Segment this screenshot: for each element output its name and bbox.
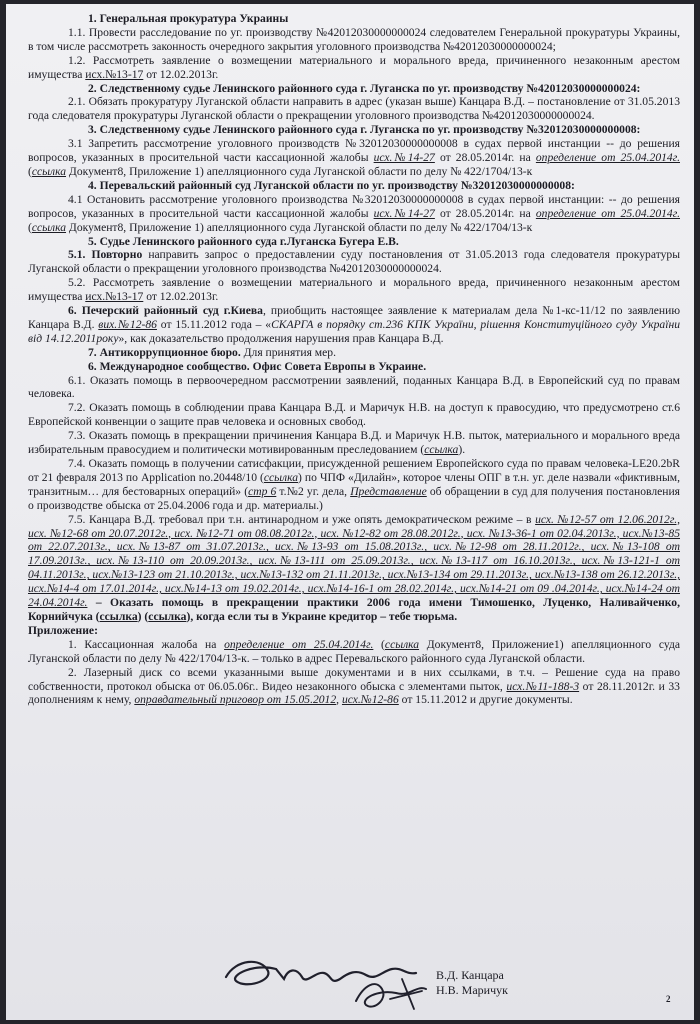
reference-link[interactable]: определение от 25.04.2014г. [224, 637, 374, 651]
reference-link[interactable]: вих.№12-86 [98, 317, 157, 331]
attachment-1: 1. Кассационная жалоба на определение от 25.04.2014г. (ссылка Документ8, Приложение1) апелляционного суда Луганской области по делу № 422/1704/13-к. – только в адрес Перевальского районного суда Луганской области. [28, 637, 680, 665]
international-section-title: 6. Международное сообщество. Офис Совета Европы в Украине. [88, 359, 427, 373]
document-body [28, 12, 680, 707]
paragraph-2-1: 2.1. Обязать прокуратуру Луганской области направить в адрес (указан выше) Канцара В.Д. – постановление от 31.05.2013 года следователя прокуратуры Луганской области о прекращении уголовного производства №42012030000000024. [28, 95, 680, 123]
reference-list[interactable]: исх. №12-57 от 12.06.2012г., исх. №12-68 от 20.07.2012г., исх. №12-71 от 08.08.2012г., исх. №12-82 от 28.08.2012г., исх. №13-36-1 от 02.04.2013г., исх.№13-85 от 22.07.2013г., исх.№13-87 от 31.07.2013г., исх.№13-93 от 15.08.2013г., исх.№12-98 от 28.11.2012г., исх.№13-108 от 17.09.2013г., исх.№13-110 от 20.09.2013г., исх.№13-111 от 25.09.2013г., исх.№13-117 от 16.10.2013г., исх.№13-121-1 от 04.11.2013г., исх.№13-123 от 21.10.2013г., исх.№13-132 от 21.11.2013г., исх.№13-134 от 29.11.2013г., исх.№13-138 от 26.12.2013г., исх.№14-4 от 17.01.2014г., исх.№14-13 от 19.02.2014г., исх.№14-16-1 от 28.02.2014г., исх.№14-21 от 09 .04.2014г., исх.№14-24 от 24.04.2014г. [28, 512, 680, 610]
reference-link[interactable]: ссылка [31, 220, 67, 234]
reference-link[interactable]: ссылка [384, 637, 420, 651]
signatory-name: В.Д. Канцара [436, 968, 504, 982]
section-2-title: 2. Следственному судье Ленинского районного суда г. Луганска по уг. производству №42012030000000024: [88, 81, 641, 95]
paragraph-5-1: 5.1. Повторно направить запрос о предоставлении суду постановления от 31.05.2013 года следователя прокуратуры Луганской области о прекращении уголовного производства №42012030000000024. [28, 248, 680, 276]
signatory-name: Н.В. Маричук [436, 983, 508, 997]
reference-link[interactable]: исх.№13-17 [85, 290, 144, 304]
paragraph-1-2: 1.2. Рассмотреть заявление о возмещении материального и морального вреда, причиненного незаконным арестом имущества исх.№13-17 от 12.02.2013г. [28, 53, 680, 81]
reference-link[interactable]: ссылка [424, 443, 459, 457]
reference-link[interactable]: стр 6 [248, 484, 277, 498]
attachment-2: 2. Лазерный диск со всеми указанными выше документами и в них ссылками, в т.ч. – Решение суда на право собственности, протокол обыска от 06.05.06г.. Видео незаконного обыска с элементами пыток, исх.№11-188-3 от 28.11.2012г. и 33 дополнениям к нему, оправдательный приговор от 15.05.2012, исх.№12-86 от 15.11.2012 и другие документы. [28, 665, 680, 707]
section-7-paragraph: 7. Антикоррупционное бюро. Для принятия мер. [88, 345, 336, 359]
reference-link[interactable]: определение от 25.04.2014г. [535, 151, 680, 165]
reference-link[interactable]: исх.№13-17 [85, 67, 144, 81]
page-number: 2 [666, 994, 671, 1004]
paragraph-1-1: 1.1. Провести расследование по уг. производству №42012030000000024 следователем Генеральной прокуратуры Украины, в том числе рассмотреть законность очередного закрытия уголовного производства №42012030000000024; [28, 25, 680, 53]
paragraph-4-1: 4.1 Остановить рассмотрение уголовного производства №32012030000000008 в судах первой инстанции: -- до решения вопросов, указанных в просительной части кассационной жалобы исх.№14-27 от 28.05.2014г. на определение от 25.04.2014г. (ссылка Документ8, Приложение 1) апелляционного суда Луганской области по делу № 422/1704/13-к [28, 192, 680, 234]
paragraph-7-3: 7.3. Оказать помощь в прекращении причинения Канцара В.Д. и Маричук Н.В. пыток, материального и морального вреда избирательным правосудием и политически мотивированным преследованием (ссылка). [28, 429, 680, 457]
section-4-title: 4. Перевальский районный суд Луганской области по уг. производству №32012030000000008: [88, 178, 575, 192]
reference-link[interactable]: исх.№14-27 [373, 151, 435, 165]
reference-link[interactable]: исх.№12-86 [341, 693, 399, 707]
signatories [436, 968, 508, 998]
paragraph-6-1: 6.1. Оказать помощь в первоочередном рассмотрении заявлений, поданных Канцара В.Д. в Европейский суд по правам человека. [28, 373, 680, 401]
reference-link[interactable]: оправдательный приговор от 15.05.2012 [134, 693, 337, 707]
reference-link[interactable]: ссылка [263, 470, 299, 484]
section-5-title: 5. Судье Ленинского районного суда г.Луганска Бугера Е.В. [88, 234, 399, 248]
section-1-title: 1. Генеральная прокуратура Украины [88, 12, 289, 25]
reference-link[interactable]: определение от 25.04.2014г. [535, 206, 680, 220]
reference-link[interactable]: исх.№11-188-3 [506, 679, 580, 693]
paragraph-3-1: 3.1 Запретить рассмотрение уголовного производств №32012030000000008 в судах первой инстанции -- до решения вопросов, указанных в просительной части кассационной жалобы исх.№14-27 от 28.05.2014г. на определение от 25.04.2014г. (ссылка Документ8, Приложение 1) апелляционного суда Луганской области по делу № 422/1704/13-к [28, 137, 680, 178]
paragraph-5-2: 5.2. Рассмотреть заявление о возмещении материального и морального вреда, причиненного незаконным арестом имущества исх.№13-17 от 12.02.2013г. [28, 276, 680, 304]
reference-link[interactable]: исх.№14-27 [373, 206, 435, 220]
section-6-title: 6. Печерский районный суд г.Киева [68, 304, 263, 318]
paragraph-7-5: 7.5. Канцара В.Д. требовал при т.н. антинародном и уже опять демократическом режиме – в исх. №12-57 от 12.06.2012г., исх. №12-68 от 20.07.2012г., исх. №12-71 от 08.08.2012г., исх. №12-82 от 28.08.2012г., исх. №13-36-1 от 02.04.2013г., исх.№13-85 от 22.07.2013г., исх.№13-87 от 31.07.2013г., исх.№13-93 от 15.08.2013г., исх.№12-98 от 28.11.2012г., исх.№13-108 от 17.09.2013г., исх.№13-110 от 20.09.2013г., исх.№13-111 от 25.09.2013г., исх.№13-117 от 16.10.2013г., исх.№13-121-1 от 04.11.2013г., исх.№13-123 от 21.10.2013г., исх.№13-132 от 21.11.2013г., исх.№13-134 от 29.11.2013г., исх.№13-138 от 26.12.2013г., исх.№14-4 от 17.01.2014г., исх.№14-13 от 19.02.2014г., исх.№14-16-1 от 28.02.2014г., исх.№14-21 от 09 .04.2014г., исх.№14-24 от 24.04.2014г. – Оказать помощь в прекращении практики 2006 года имени Тимошенко, Луценко, Наливайченко, Корнийчука (ссылка) (ссылка), когда если ты в Украине кредитор – тебе тюрьма. [28, 512, 680, 623]
paragraph-7-2: 7.2. Оказать помощь в соблюдении права Канцара В.Д. и Маричук Н.В. на доступ к правосудию, что предусмотрено ст.6 Европейской конвенции о защите прав человека и основных свобод. [28, 401, 680, 429]
handwritten-signature [206, 949, 646, 1019]
document-page [6, 4, 694, 1020]
paragraph-7-4: 7.4. Оказать помощь в получении сатисфакции, присужденной решением Европейского суда по правам человека-LE20.2bR от 21 февраля 2013 по Application no.20448/10 (ссылка) по ЧПФ «Дилайн», которое члены ОПГ в т.н. уг. деле назвали «фиктивным, транзитным… для бестоварных операций» (стр 6 т.№2 уг. дела, Представление об обращении в суд для получения постановления о производстве обыска от 25.04.2006 года и др. материалы.) [28, 457, 680, 512]
reference-link[interactable]: ссылка [148, 609, 187, 623]
reference-link[interactable]: ссылка [99, 609, 138, 623]
reference-link[interactable]: ссылка [31, 164, 67, 178]
attachments-title: Приложение: [28, 623, 98, 637]
reference-link[interactable]: Представление [350, 484, 427, 498]
section-3-title: 3. Следственному судье Ленинского районного суда г. Луганска по уг. производству №32012030000000008: [88, 123, 641, 137]
section-6-paragraph: 6. Печерский районный суд г.Киева, приобщить настоящее заявление к материалам дела №1-кс-11/12 по заявлению Канцара В.Д. вих.№12-86 от 15.11.2012 года – «СКАРГА в порядку ст.236 КПК України, рішення Конституційного суду України від 14.12.2011року», как доказательство продолжения нарушения прав Канцара В.Д. [28, 304, 680, 345]
